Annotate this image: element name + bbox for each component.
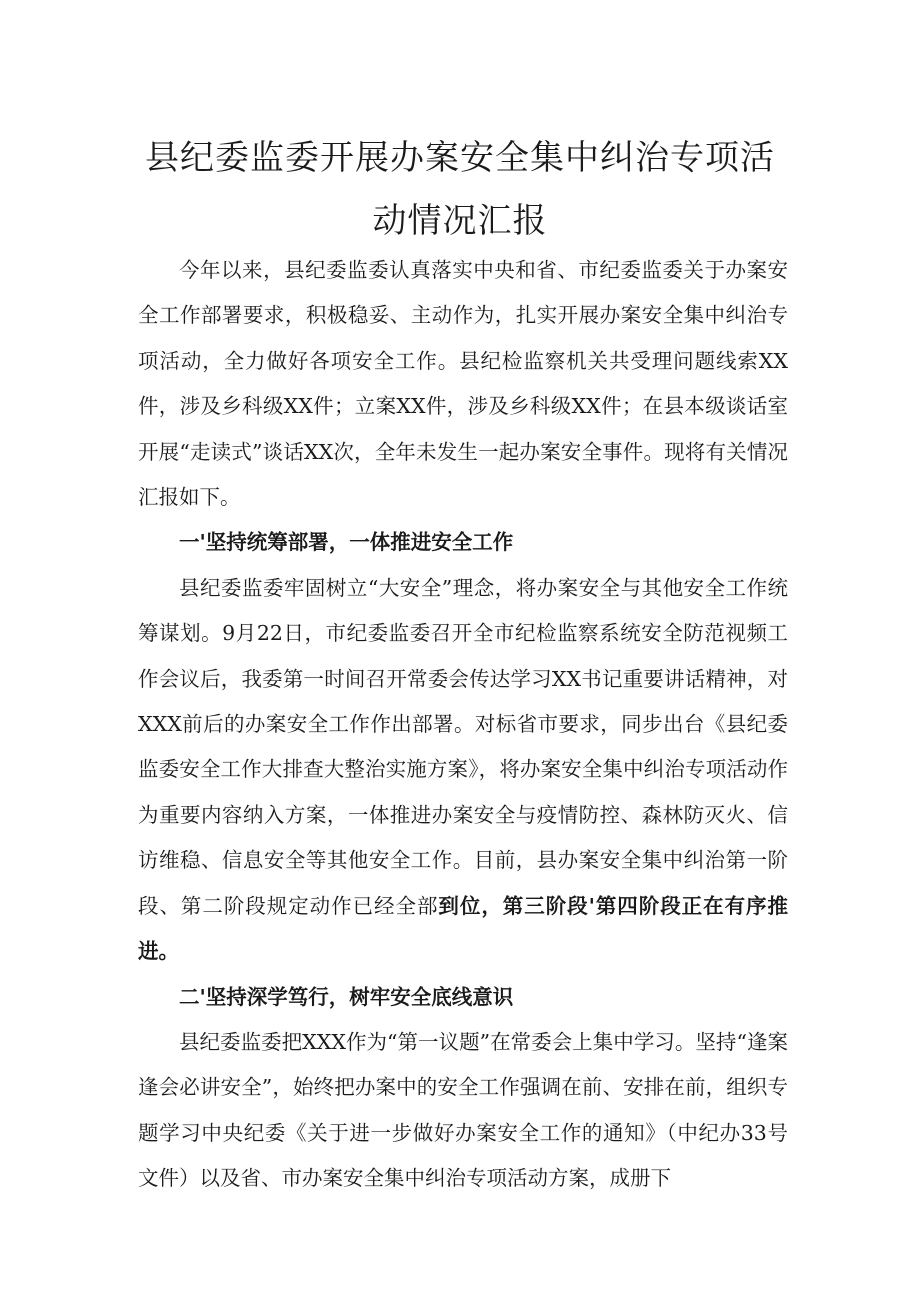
section-1-heading: 一'坚持统筹部署，一体推进安全工作 [179, 530, 514, 555]
section-1-paragraph [138, 566, 788, 975]
document-title-line-1: 县纪委监委开展办案安全集中纠治专项活 [145, 138, 775, 178]
intro-paragraph: 今年以来，县纪委监委认真落实中央和省、市纪委监委关于办案安全工作部署要求，积极稳妥、主动作为，扎实开展办案安全集中纠治专项活动，全力做好各项安全工作。县纪检监察机关共受理问题线索XX件，涉及乡科级XX件；立案XX件，涉及乡科级XX件；在县本级谈话室开展“走读式”谈话XX次，全年未发生一起办案安全事件。现将有关情况汇报如下。 [138, 258, 788, 510]
section-1-text: 县纪委监委牢固树立“大安全”理念，将办案安全与其他安全工作统筹谋划。9月22日，市纪委监委召开全市纪检监察系统安全防范视频工作会议后，我委第一时间召开常委会传达学习XX书记重要讲话精神，对XXX前后的办案安全工作作出部署。对标省市要求，同步出台《县纪委监委安全工作大排查大整治实施方案》，将办案安全集中纠治专项活动作为重要内容纳入方案，一体推进办案安全与疫情防控、森林防灭火、信访维稳、信息安全等其他安全工作。目前，县办案安全集中纠治第一阶段、第二阶段规定动作已经全部 [138, 575, 788, 918]
document-body [138, 248, 788, 1202]
document-title-line-2: 动情况汇报 [372, 201, 548, 241]
section-2-heading: 二'坚持深学笃行，树牢安全底线意识 [179, 984, 514, 1009]
section-1-text-bold: 到位，第三阶段'第四阶段正在有序推进。 [138, 893, 788, 964]
section-2-paragraph: 县纪委监委把XXX作为“第一议题”在常委会上集中学习。坚持“逢案逢会必讲安全”，始终把办案中的安全工作强调在前、安排在前，组织专题学习中央纪委《关于进一步做好办案安全工作的通知》（中纪办33号文件）以及省、市办案安全集中纠治专项活动方案，成册下 [138, 1029, 788, 1191]
